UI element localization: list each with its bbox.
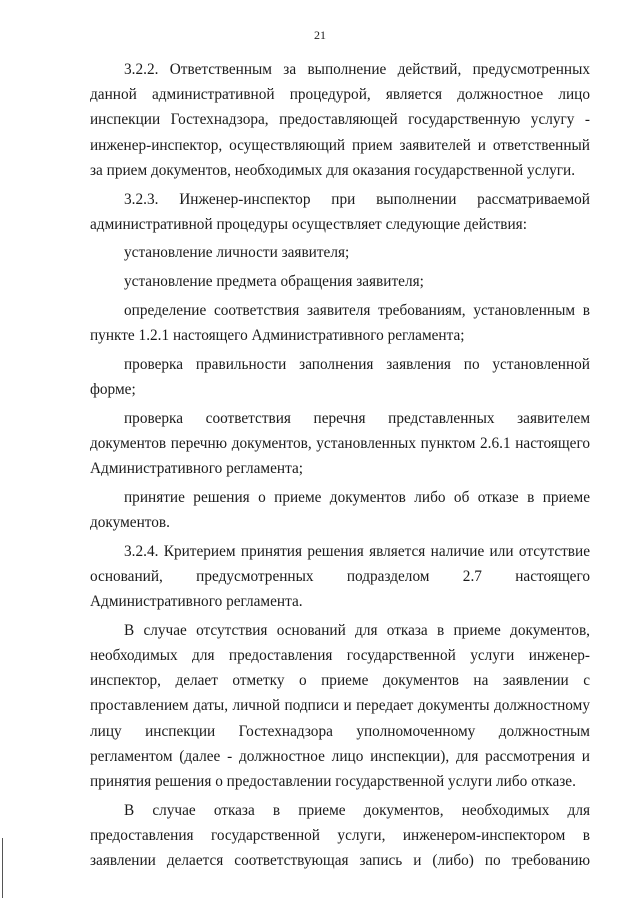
paragraph-3-2-4: 3.2.4. Критерием принятия решения является наличие или отсутствие оснований, предусмотренных подразделом 2.7 настоящего Административного регламента. bbox=[90, 542, 590, 611]
page-number: 21 bbox=[314, 28, 326, 42]
scan-edge-mark bbox=[2, 838, 3, 898]
list-item-compliance: определение соответствия заявителя требованиям, установленным в пункте 1.2.1 настоящего Административного регламента; bbox=[90, 301, 590, 345]
document-body bbox=[90, 57, 590, 873]
paragraph-no-grounds: В случае отсутствия оснований для отказа в приеме документов, необходимых для предоставления государственной услуги инженер-инспектор, делает отметку о приеме документов на заявлении с проставлением даты, личной подписи и передает документы должностному лицу инспекции Гостехнадзора уполномоченному должностным регламентом (далее - должностное лицо инспекции), для рассмотрения и принятия решения о предоставлении государственной услуги либо отказе. bbox=[90, 621, 590, 790]
list-item-documents-check: проверка соответствия перечня представленных заявителем документов перечню документов, установленных пунктом 2.6.1 настоящего Административного регламента; bbox=[90, 409, 590, 478]
paragraph-refusal: В случае отказа в приеме документов, необходимых для предоставления государственной услуги, инженером-инспектором в заявлении делается соответствующая запись и (либо) по требованию bbox=[90, 801, 590, 870]
list-item-decision: принятие решения о приеме документов либо об отказе в приеме документов. bbox=[90, 488, 590, 531]
list-item-subject: установление предмета обращения заявителя; bbox=[124, 273, 424, 291]
list-item-identity: установление личности заявителя; bbox=[124, 244, 350, 262]
paragraph-3-2-2: 3.2.2. Ответственным за выполнение действий, предусмотренных данной административной процедурой, является должностное лицо инспекции Гостехнадзора, предоставляющей государственную услугу - инженер-инспектор, осуществляющий прием заявителей и ответственный за прием документов, необходимых для оказания государственной услуги. bbox=[90, 61, 590, 179]
list-item-form-check: проверка правильности заполнения заявления по установленной форме; bbox=[90, 355, 590, 398]
paragraph-3-2-3: 3.2.3. Инженер-инспектор при выполнении рассматриваемой административной процедуры осуществляет следующие действия: bbox=[90, 190, 590, 233]
